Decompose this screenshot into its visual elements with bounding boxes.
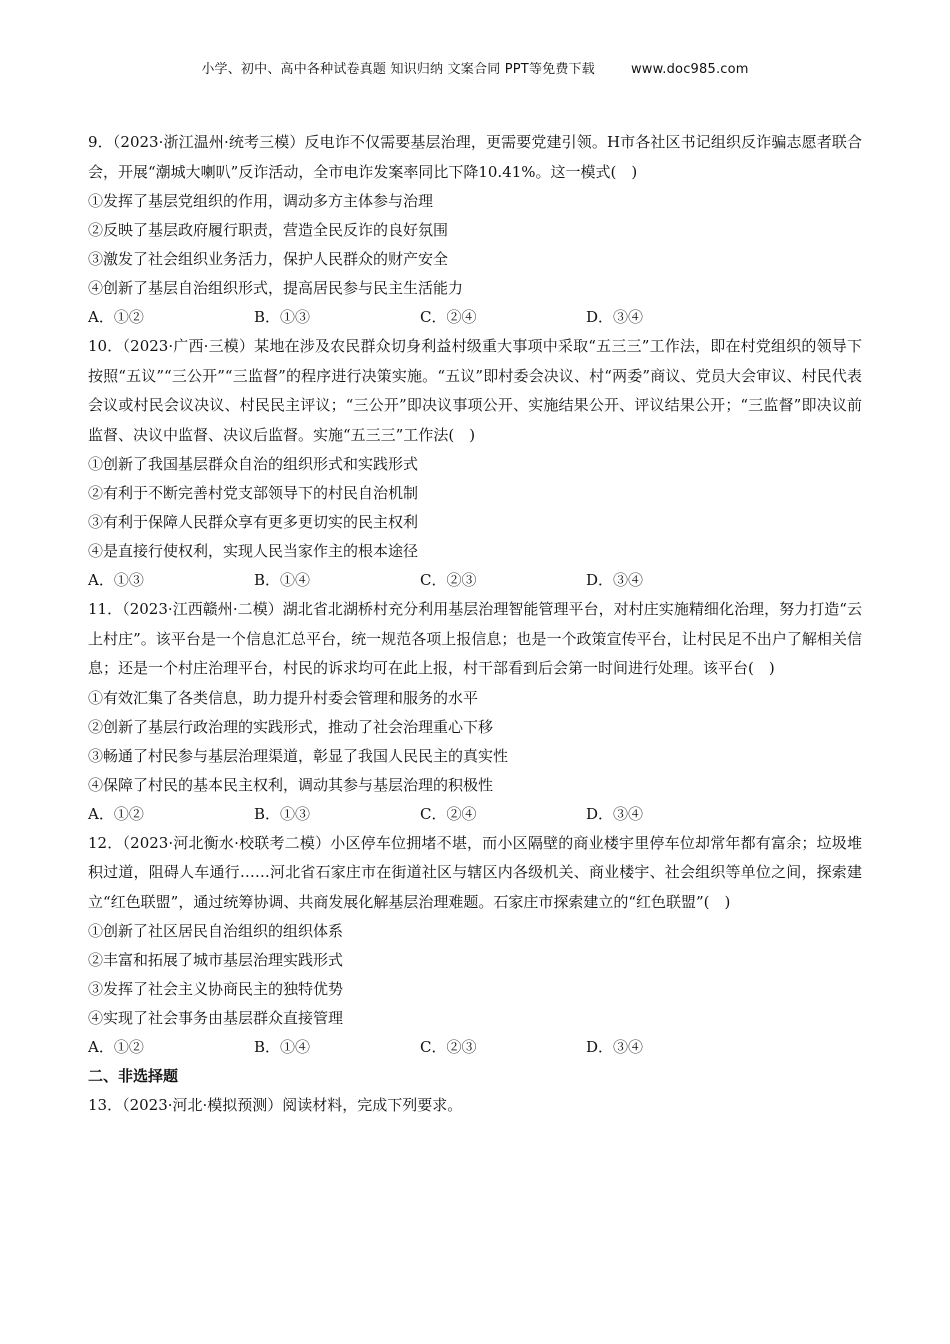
answer-choices xyxy=(88,800,862,829)
option-1: ①创新了我国基层群众自治的组织形式和实践形式 xyxy=(88,455,419,473)
question-12 xyxy=(88,829,862,1063)
answer-c: C．②④ xyxy=(420,804,477,823)
answer-c: C．②③ xyxy=(420,571,477,589)
question-10 xyxy=(88,332,862,595)
answer-a: A．①② xyxy=(88,1038,144,1056)
answer-d: D．③④ xyxy=(586,804,644,823)
answer-b: B．①④ xyxy=(254,1038,311,1056)
option-4: ④保障了村民的基本民主权利，调动其参与基层治理的积极性 xyxy=(88,775,494,794)
answer-b: B．①③ xyxy=(254,308,311,326)
question-stem: 9．（2023·浙江温州·统考三模）反电诈不仅需要基层治理，更需要党建引领。H市各社区书记组织反诈骗志愿者联合会，开展“潮城大喇叭”反诈活动，全市电诈发案率同比下降10.41%。这一模式( ) xyxy=(88,133,862,181)
header-text: 小学、初中、高中各种试卷真题 知识归纳 文案合同 PPT等免费下载 xyxy=(201,62,595,77)
option-1: ①创新了社区居民自治组织的组织体系 xyxy=(88,922,344,940)
option-2: ②有利于不断完善村党支部领导下的村民自治机制 xyxy=(88,484,419,502)
option-2: ②反映了基层政府履行职责，营造全民反诈的良好氛围 xyxy=(88,221,449,239)
answer-b: B．①④ xyxy=(254,571,311,589)
question-stem: 12．（2023·河北衡水·校联考二模）小区停车位拥堵不堪，而小区隔壁的商业楼宇里停车位却常年都有富余；垃圾堆积过道，阻碍人车通行……河北省石家庄市在街道社区与辖区内各级机关、商业楼宇、社会组织等单位之间，探索建立“红色联盟”，通过统筹协调、共商发展化解基层治理难题。石家庄市探索建立的“红色联盟”( ) xyxy=(88,833,862,911)
answer-b: B．①③ xyxy=(254,804,311,823)
option-4: ④实现了社会事务由基层群众直接管理 xyxy=(88,1009,344,1027)
header-site-link[interactable]: www.doc985.com xyxy=(630,62,749,77)
question-9 xyxy=(88,128,862,332)
option-3: ③激发了社会组织业务活力，保护人民群众的财产安全 xyxy=(88,250,449,268)
answer-choices xyxy=(88,1033,862,1062)
question-11 xyxy=(88,595,862,829)
answer-choices xyxy=(88,303,862,332)
answer-choices xyxy=(88,566,862,595)
option-2: ②创新了基层行政治理的实践形式，推动了社会治理重心下移 xyxy=(88,717,494,736)
answer-a: A．①② xyxy=(88,308,144,326)
option-4: ④创新了基层自治组织形式，提高居民参与民主生活能力 xyxy=(88,279,464,297)
question-13-stem: 13．（2023·河北·模拟预测）阅读材料，完成下列要求。 xyxy=(88,1096,463,1114)
answer-d: D．③④ xyxy=(586,1038,644,1056)
answer-a: A．①③ xyxy=(88,571,144,589)
option-1: ①有效汇集了各类信息，助力提升村委会管理和服务的水平 xyxy=(88,688,479,707)
exam-content xyxy=(88,128,862,1121)
answer-d: D．③④ xyxy=(586,308,644,326)
option-3: ③发挥了社会主义协商民主的独特优势 xyxy=(88,980,344,998)
option-1: ①发挥了基层党组织的作用，调动多方主体参与治理 xyxy=(88,192,434,210)
option-4: ④是直接行使权利，实现人民当家作主的根本途径 xyxy=(88,542,419,560)
answer-d: D．③④ xyxy=(586,571,644,589)
option-3: ③有利于保障人民群众享有更多更切实的民主权利 xyxy=(88,513,419,531)
question-stem: 11．（2023·江西赣州·二模）湖北省北湖桥村充分利用基层治理智能管理平台，对村庄实施精细化治理，努力打造“云上村庄”。该平台是一个信息汇总平台，统一规范各项上报信息；也是一个政策宣传平台，让村民足不出户了解相关信息；还是一个村庄治理平台，村民的诉求均可在此上报，村干部看到后会第一时间进行处理。该平台( ) xyxy=(88,600,862,677)
option-2: ②丰富和拓展了城市基层治理实践形式 xyxy=(88,951,344,969)
answer-a: A．①② xyxy=(88,804,144,823)
question-stem: 10．（2023·广西·三模）某地在涉及农民群众切身利益村级重大事项中采取“五三三”工作法，即在村党组织的领导下按照“五议”“三公开”“三监督”的程序进行决策实施。“五议”即村委会决议、村“两委”商议、党员大会审议、村民代表会议或村民会议决议、村民民主评议；“三公开”即决议事项公开、实施结果公开、评议结果公开；“三监督”即决议前监督、决议中监督、决议后监督。实施“五三三”工作法( ) xyxy=(88,337,862,444)
answer-c: C．②④ xyxy=(420,308,477,326)
page-header xyxy=(0,58,950,77)
section-heading: 二、非选择题 xyxy=(88,1067,179,1085)
answer-c: C．②③ xyxy=(420,1038,477,1056)
option-3: ③畅通了村民参与基层治理渠道，彰显了我国人民民主的真实性 xyxy=(88,746,509,765)
